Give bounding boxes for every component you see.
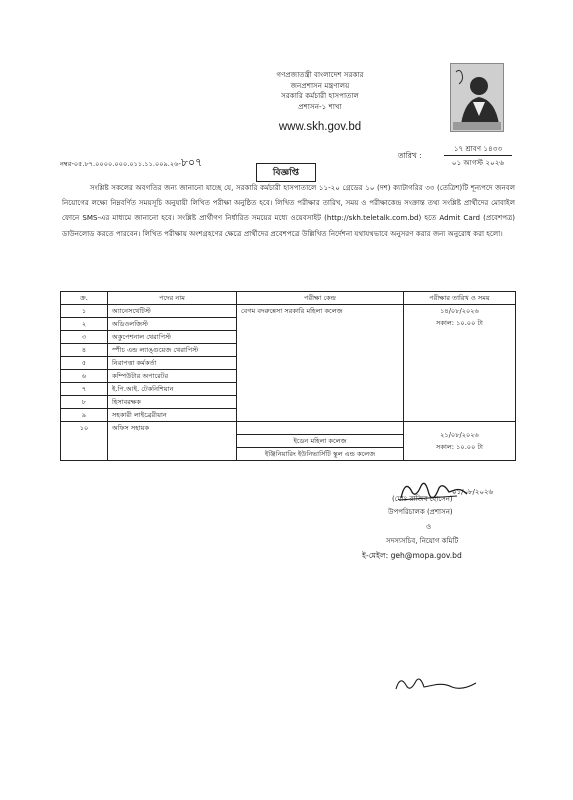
header-ministry: জনপ্রশাসন মন্ত্রণালয়: [290, 80, 350, 90]
date-bangla: ১৭ শ্রাবণ ১৪৩৩: [444, 142, 512, 156]
header-datetime: পরীক্ষার তারিখ ও সময়: [404, 292, 516, 305]
header-serial: ক্র.: [61, 292, 108, 305]
exam-datetime-1: [404, 305, 516, 422]
exam-date-1: ১৪/০৮/২০২৬: [440, 307, 479, 315]
website-link[interactable]: www.skh.gov.bd: [278, 121, 362, 133]
row-serial: ৭: [61, 383, 108, 396]
signer-designation: উপপরিচালক (প্রশাসন): [388, 508, 453, 516]
notice-paragraph: সংশ্লিষ্ট সকলের অবগতির জন্য জানানো যাচ্ছে যে, সরকারি কর্মচারী হাসপাতালে ১১-২০ গ্রেডের ১০ (দশ) ক্যাটাগরির ৩৩ (তেত্রিশ)টি শূন্যপদে জনবল নিয়োগের লক্ষ্যে নিম্নবর্ণিত সময়সূচি অনুযায়ী লিখিত পরীক্ষা অনুষ্ঠিত হবে। লিখিত পরীক্ষার তারিখ, সময় ও পরীক্ষাকেন্দ্র সংক্রান্ত তথ্য সংশ্লিষ্ট প্রার্থীদের মোবাইল ফোনে SMS-এর মাধ্যমে জানানো হবে। সংশ্লিষ্ট প্রার্থীগণ নির্ধারিত সময়ের মধ্যে ওয়েবসাইট (http://skh.teletalk.com.bd) হতে Admit Card (প্রবেশপত্র) ডাউনলোড করতে পারবেন। লিখিত পরীক্ষায় অংশগ্রহণের ক্ষেত্রে প্রার্থীদের প্রবেশপত্রে উল্লিখিত নির্দেশনা যথাযথভাবে অনুসরণ করার জন্য অনুরোধ করা হলো।: [62, 183, 515, 238]
row-serial: ৮: [61, 396, 108, 409]
header-hospital: সরকারি কর্মচারী হাসপাতাল: [281, 91, 359, 100]
row-post: কম্পিউটার অপারেটর: [108, 370, 237, 383]
row-post: অফিস সহায়ক: [108, 422, 237, 461]
row-serial: ৫: [61, 357, 108, 370]
memo-number: [60, 154, 202, 173]
row-post: ই.পি.আই. টেকনিশিয়ান: [108, 383, 237, 396]
signer-role: সদস্যসচিব, নিয়োগ কমিটি: [386, 537, 459, 545]
row-serial: ৩: [61, 331, 108, 344]
header: [170, 70, 470, 112]
exam-time-1: সকাল: ১০.০০ টা: [436, 319, 483, 327]
exam-date-2: ২১/০৮/২০২৬: [440, 431, 479, 439]
table-row: [61, 422, 516, 435]
signature-date: ০১/০৮/২০২৬: [452, 488, 494, 496]
row-post: অডিওলজিস্ট: [108, 318, 237, 331]
row-post: হিসাবরক্ষক: [108, 396, 237, 409]
exam-datetime-2: [404, 422, 516, 461]
row-post: নিরাপত্তা কর্মকর্তা: [108, 357, 237, 370]
row-serial: ১: [61, 305, 108, 318]
exam-schedule-table: [60, 291, 516, 461]
row-post: অকুপেশনাল থেরাপিস্ট: [108, 331, 237, 344]
memo-number-handwritten: ৮০৭: [180, 156, 203, 169]
notice-title: বিজ্ঞপ্তি: [256, 163, 316, 182]
row-serial: ২: [61, 318, 108, 331]
exam-center-1: বেগম বদরুন্নেসা সরকারি মহিলা কলেজ: [237, 305, 404, 422]
header-post: পদের নাম: [108, 292, 237, 305]
date-block: [444, 142, 512, 169]
portrait-image: [450, 63, 504, 132]
notice-body: [62, 180, 515, 241]
header-branch: প্রশাসন-১ শাখা: [298, 101, 342, 111]
exam-center-2a: ইডেন মহিলা কলেজ: [237, 435, 404, 448]
table-row: [61, 305, 516, 318]
header-center: পরীক্ষা কেন্দ্র: [237, 292, 404, 305]
row-post: অ্যানেসথেটিস্ট: [108, 305, 237, 318]
memo-number-prefix: নম্বর-০৫.৮৭.০০০০.০০০.০১১.১১.০০৯.২৬-: [60, 160, 181, 168]
header-govt: গণপ্রজাতন্ত্রী বাংলাদেশ সরকার: [276, 70, 364, 79]
signer-email[interactable]: ই-মেইল: geh@mopa.gov.bd: [362, 551, 462, 560]
row-serial: ৯: [61, 409, 108, 422]
exam-center-2-spacer: [237, 422, 404, 435]
row-serial: ৬: [61, 370, 108, 383]
date-english: ০১ আগস্ট ২০২৬: [451, 158, 505, 167]
exam-center-2b: ইঞ্জিনিয়ারিং ইউনিভার্সিটি স্কুল এন্ড কলেজ: [237, 448, 404, 461]
row-serial: ৪: [61, 344, 108, 357]
signature-and: ও: [426, 523, 432, 531]
signer-name: (মোঃ রাজিব হোসেন): [392, 495, 453, 503]
table-header-row: [61, 292, 516, 305]
initials-mark: [392, 673, 482, 695]
row-post: স্পীচ এন্ড ল্যাঙ্গুয়েজ থেরাপিস্ট: [108, 344, 237, 357]
date-label: তারিখ :: [398, 151, 422, 160]
row-serial: ১০: [61, 422, 108, 461]
row-post: সহকারী লাইব্রেরীয়ান: [108, 409, 237, 422]
exam-time-2: সকাল: ১০.০০ টা: [436, 443, 483, 451]
